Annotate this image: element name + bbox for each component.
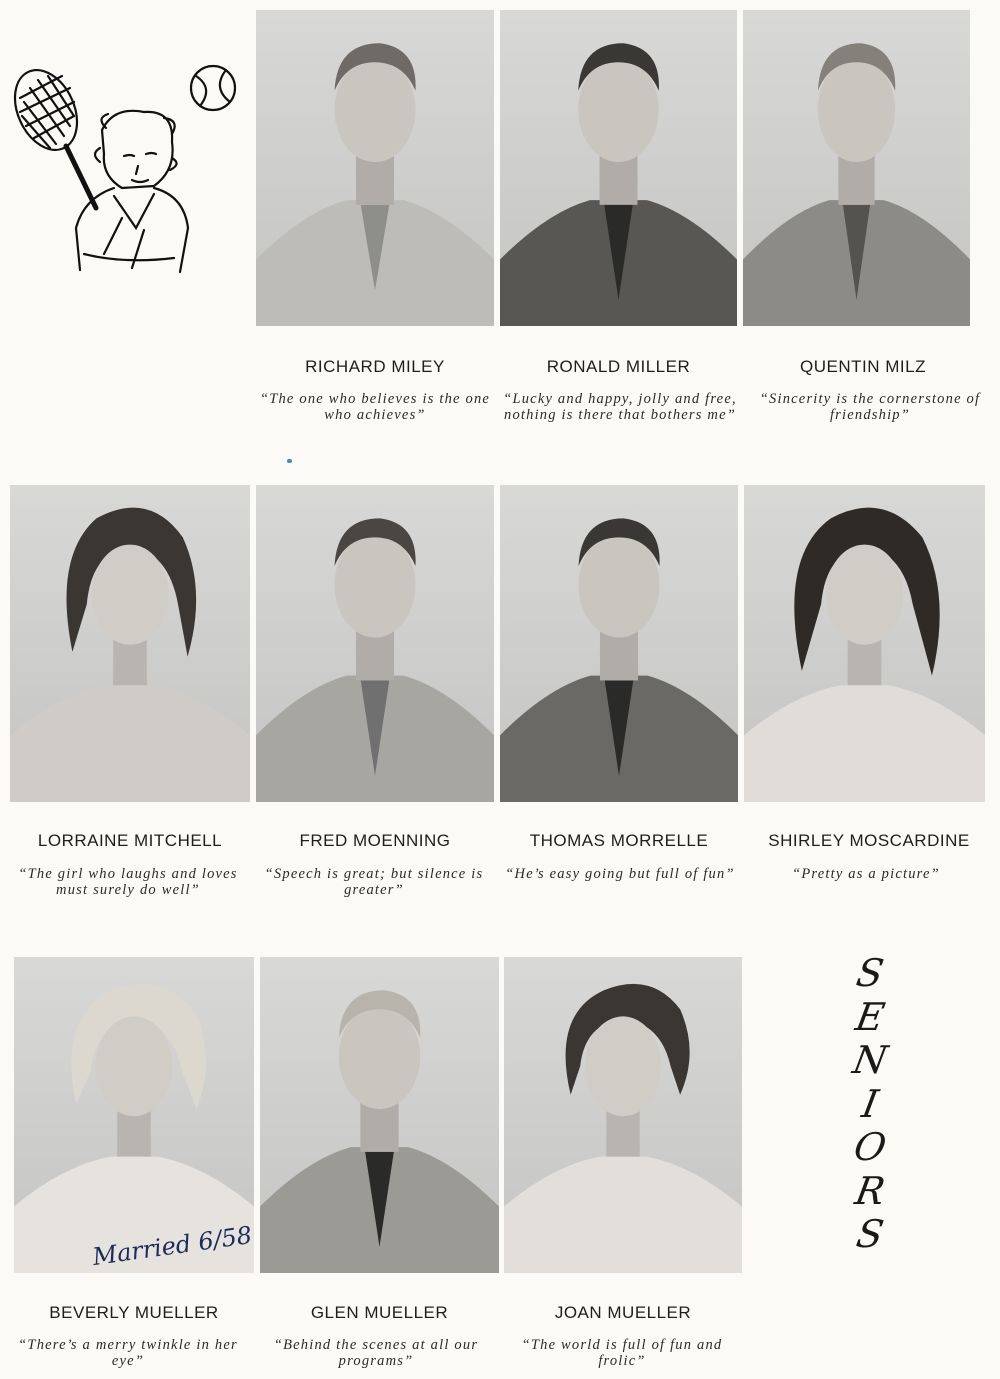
portrait-photo <box>744 485 985 802</box>
student-name: FRED MOENNING <box>299 831 451 850</box>
student-quote: “The girl who laughs and loves must surely do well” <box>18 866 238 898</box>
portrait-photo <box>500 485 738 802</box>
portrait-photo <box>10 485 250 802</box>
portrait-photo <box>260 957 499 1273</box>
portrait-photo <box>500 10 737 326</box>
student-name: JOAN MUELLER <box>554 1303 692 1322</box>
student-name: RONALD MILLER <box>546 357 691 376</box>
seniors-heading <box>845 952 895 1257</box>
student-quote: “There’s a merry twinkle in her eye” <box>18 1337 238 1369</box>
portrait-photo <box>743 10 970 326</box>
student-name: QUENTIN MILZ <box>800 357 926 376</box>
student-quote: “The one who believes is the one who achieves” <box>259 391 491 423</box>
portrait-photo <box>504 957 742 1273</box>
student-name: LORRAINE MITCHELL <box>37 831 223 850</box>
seniors-letter: S <box>853 951 888 995</box>
seniors-letter: R <box>851 1168 889 1213</box>
seniors-letter: O <box>850 1125 890 1169</box>
student-quote: “The world is full of fun and frolic” <box>521 1337 723 1369</box>
tennis-girl-illustration <box>4 58 244 298</box>
student-name: SHIRLEY MOSCARDINE <box>768 831 970 850</box>
seniors-letter: E <box>852 994 888 1039</box>
student-quote: “Behind the scenes at all our programs” <box>273 1337 479 1369</box>
portrait-photo <box>256 10 494 326</box>
student-quote: “Sincerity is the cornerstone of friendship” <box>759 391 981 423</box>
seniors-letter: S <box>853 1212 888 1256</box>
portrait-photo <box>256 485 494 802</box>
student-name: THOMAS MORRELLE <box>529 831 709 850</box>
student-quote: “Lucky and happy, jolly and free, nothing is there that bothers me” <box>503 391 737 423</box>
seniors-letter: I <box>858 1081 882 1126</box>
student-name: BEVERLY MUELLER <box>49 1303 219 1322</box>
student-quote: “Pretty as a picture” <box>792 866 940 882</box>
student-quote: “Speech is great; but silence is greater” <box>264 866 484 898</box>
student-name: GLEN MUELLER <box>310 1303 449 1322</box>
student-quote: “He’s easy going but full of fun” <box>505 866 735 882</box>
student-name: RICHARD MILEY <box>305 357 445 376</box>
handwritten-note: Married 6/58 <box>90 1220 254 1272</box>
seniors-letter: N <box>849 1038 891 1082</box>
ink-speck <box>287 459 292 463</box>
